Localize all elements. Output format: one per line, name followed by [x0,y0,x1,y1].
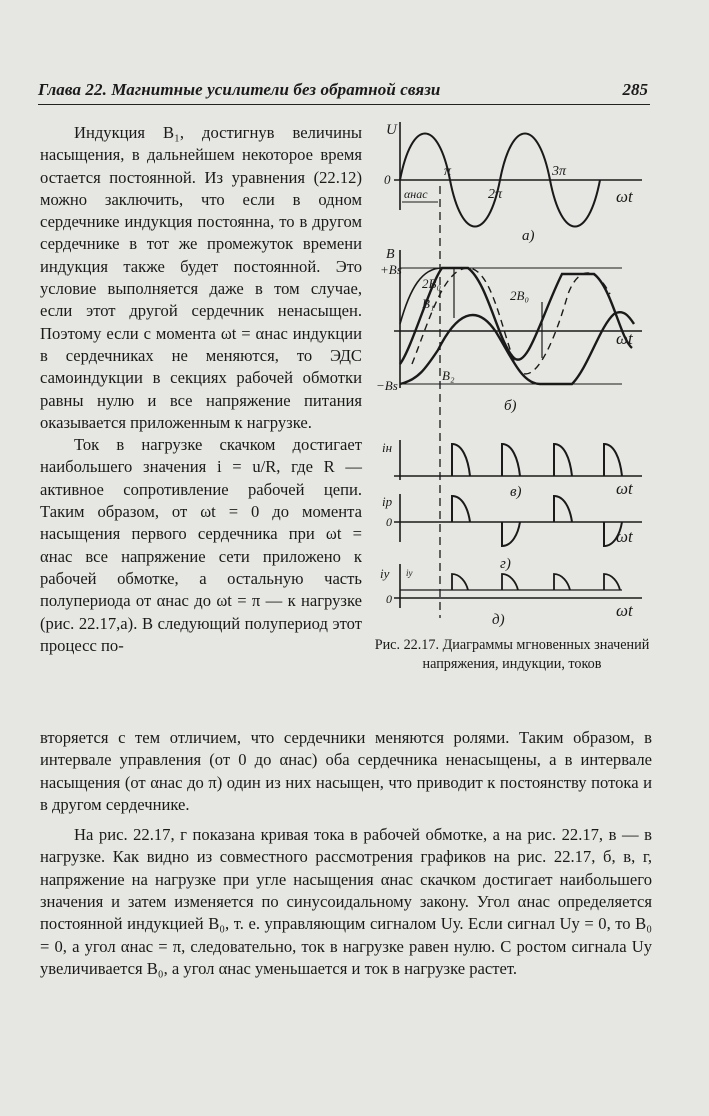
panel-c-y-label: iн [382,440,393,455]
panel-b-y-label: B [386,247,395,262]
panel-e-y-label: iу [380,566,390,581]
panel-e-small-label: iу [406,568,413,578]
load-current-pulse [452,444,470,476]
paragraph: Индукция B₁, достигнув величины насыщения, в дальнейшем некоторое время остается постоянной. Из уравнения (22.12) можно заключить, что если в одном сердечнике индукция постоянна, то в другом сердечнике в тот же промежуток времени индукция также будет постоянной. Это условие выполняется даже в том случае, если этот другой сердечник ненасыщен. Поэтому если с момента ωt = αнас индукции в сердечниках не меняются, то ЭДС самоиндукции в секциях рабочей обмотки равны нулю и все напряжение питания оказывается приложенным к нагрузке. [40,123,362,432]
panel-c-diagram [394,440,642,480]
panel-e-tag: д) [492,612,505,628]
load-current-pulse [502,444,520,476]
panel-c-x-label: ωt [616,479,633,498]
paragraph: На рис. 22.17, г показана кривая тока в рабочей обмотке, а на рис. 22.17, в — в нагрузке. Как видно из совместного рассмотрения графиков на рис. 22.17, б, в, г, напряжение на нагрузке при угле насыщения αнас скачком достигает наибольшего значения и затем изменяется по синусоидальному закону. Угол αнас определяется постоянной индукцией B₀, т. е. управляющим сигналом Uу. Если сигнал Uу = 0, то B₀ = 0, а угол αнас = π, следовательно, ток в нагрузке равен нулю. С ростом сигнала Uу увеличивается B₀, а угол αнас уменьшается и ток в нагрузке растет. [40,825,652,978]
page-number: 285 [622,80,648,99]
panel-a-two-pi: 2π [488,187,503,202]
full-width-text [40,727,652,980]
panel-e-x-label: ωt [616,601,633,620]
panel-a-y-label: U [386,122,397,138]
working-current-pulse [554,496,572,522]
figure-caption: Рис. 22.17. Диаграммы мгновенных значений напряжения, индукции, токов [374,637,650,672]
chapter-title: Глава 22. Магнитные усилители без обратной связи [38,80,441,99]
panel-e-diagram [394,564,642,608]
panel-e-zero: 0 [386,592,392,606]
control-current-pulse [452,574,468,590]
paragraph: вторяется с тем отличием, что сердечники меняются ролями. Таким образом, в интервале управления (от 0 до αнас) оба сердечника ненасыщены, а в интервале насыщения (от αнас до π) один из них насыщен, что приводит к постоянству потока и в другом сердечнике. [40,728,652,814]
panel-b-b2: B₂ [442,368,455,383]
working-current-pulse [452,496,470,522]
figure-22-17 [372,118,656,628]
panel-d-diagram [394,494,642,546]
control-current-pulse [604,574,620,590]
panel-b-tag: б) [504,398,517,414]
control-current-pulse [502,574,518,590]
b2-curve [400,312,634,384]
panel-b-top: +Bs [380,262,402,277]
control-current-pulse [554,574,570,590]
panel-a-alpha: αнас [404,187,428,201]
load-current-pulse [604,444,622,476]
panel-d-zero: 0 [386,515,392,529]
panel-b-2b0-right: 2B₀ [510,288,529,303]
panel-a-tag: а) [522,228,535,244]
panel-b-b1: B₁ [422,296,435,311]
panel-d-tag: г) [500,556,511,572]
panel-d-y-label: iр [382,494,393,509]
panel-d-x-label: ωt [616,527,633,546]
panel-a-pi: π [444,164,452,179]
panel-a-three-pi: 3π [552,164,567,179]
panel-b-2b0-left: 2B₀ [422,276,441,291]
panel-b-x-label: ωt [616,329,633,348]
working-current-pulse [502,522,520,546]
narrow-column-text [40,122,362,657]
running-header [38,78,650,105]
panel-c-tag: в) [510,484,522,500]
paragraph: Ток в нагрузке скачком достигает наибольшего значения i = u/R, где R — активное сопротивление рабочей цепи. Таким образом, от ωt = 0 до момента насыщения первого сердечника при ωt = αнас все напряжение сети приложено к рабочей обмотке, а остальную часть полупериода от αнас до ωt = π — к нагрузке (рис. 22.17,а). В следующий полупериод этот процесс по- [40,435,362,655]
panel-b-bottom: −Bs [376,378,398,393]
panel-b-diagram [394,250,642,388]
panel-a-zero: 0 [384,172,391,187]
load-current-pulse [554,444,572,476]
panel-a-x-label: ωt [616,187,633,206]
